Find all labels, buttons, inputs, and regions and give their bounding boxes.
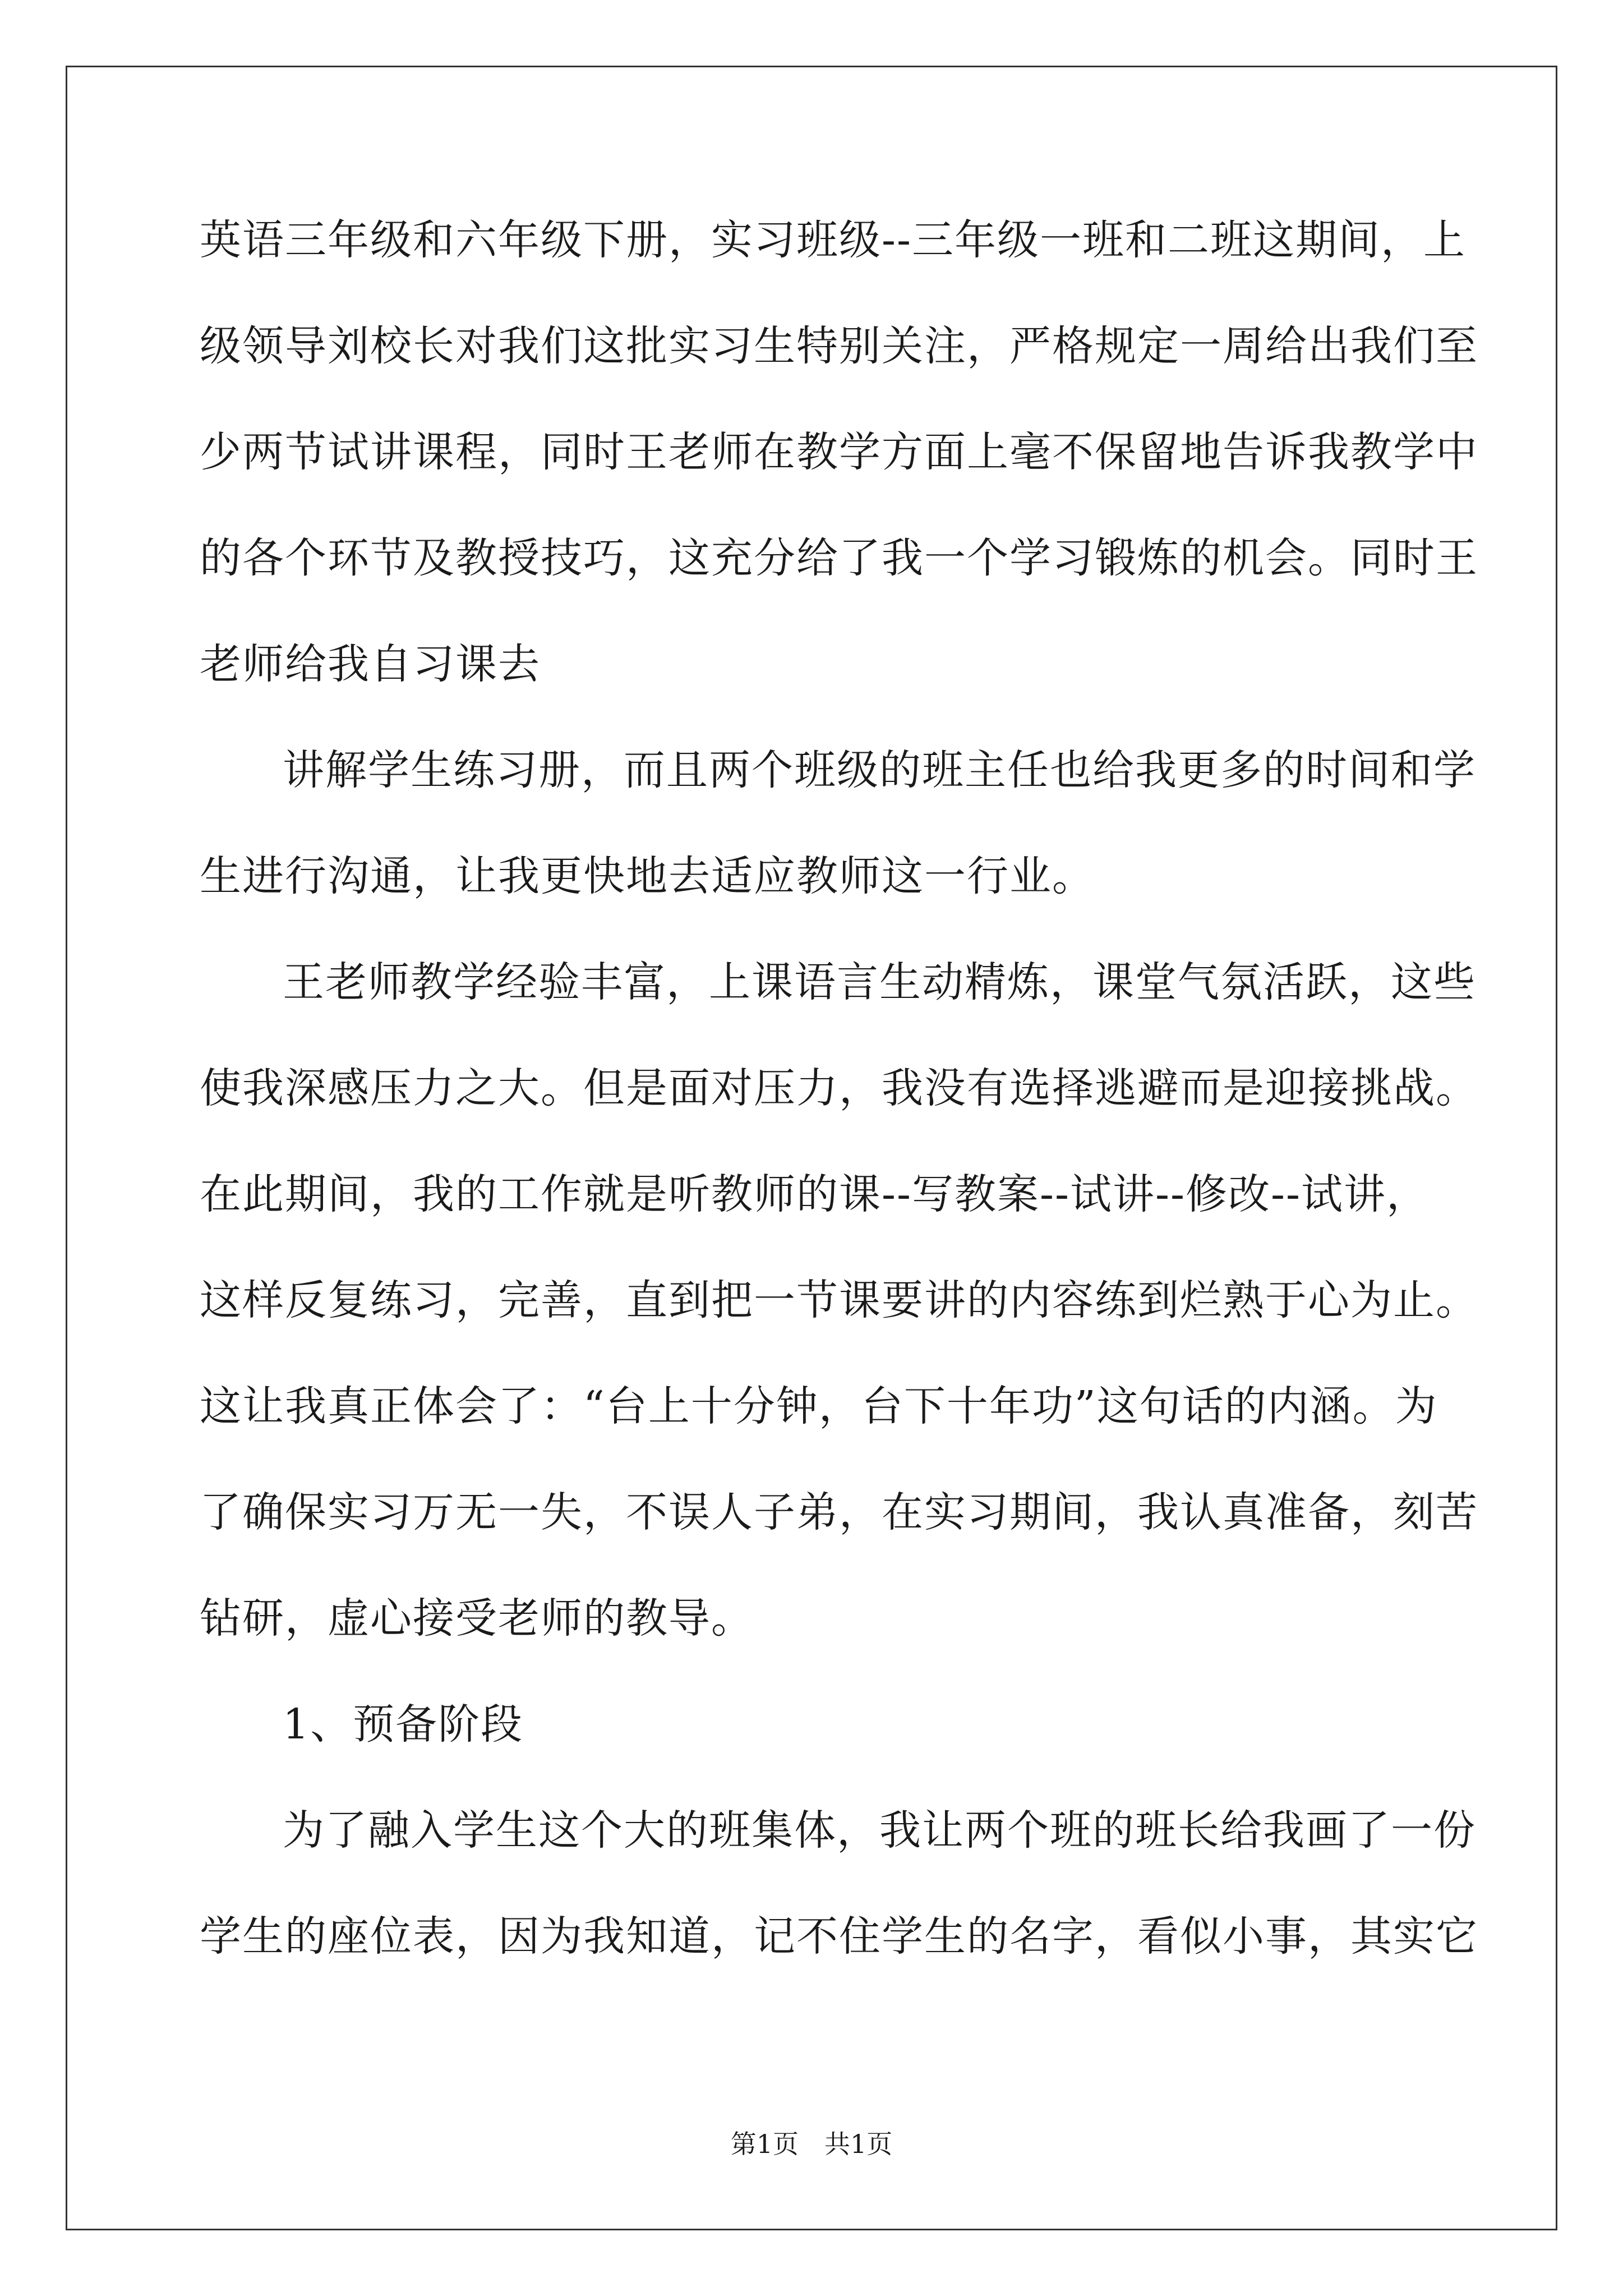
paragraph-first-line: 讲解学生练习册，而且两个班级的班主任也给我更多的时间和学: [283, 746, 1476, 794]
text-line: 钻研，虚心接受老师的教导。: [200, 1594, 754, 1642]
text-line: 学生的座位表，因为我知道，记不住学生的名字，看似小事，其实它: [200, 1912, 1478, 1961]
text-line: 这样反复练习，完善，直到把一节课要讲的内容练到烂熟于心为止。: [200, 1276, 1478, 1324]
text-line: 在此期间，我的工作就是听教师的课--写教案--试讲--修改--试讲，: [200, 1170, 1430, 1218]
text-line: 老师给我自习课去: [200, 640, 541, 688]
text-line: 生进行沟通，让我更快地去适应教师这一行业。: [200, 852, 1095, 900]
text-line: 少两节试讲课程，同时王老师在教学方面上毫不保留地告诉我教学中: [200, 428, 1478, 476]
page-footer: [0, 2127, 1623, 2161]
text-line: 的各个环节及教授技巧，这充分给了我一个学习锻炼的机会。同时王: [200, 534, 1478, 582]
section-heading: 1、预备阶段: [283, 1700, 524, 1749]
page-number-total: 共1页: [824, 2129, 893, 2159]
paragraph-first-line: 王老师教学经验丰富，上课语言生动精炼，课堂气氛活跃，这些: [283, 958, 1476, 1006]
document-body: [200, 213, 1478, 2016]
text-line: 了确保实习万无一失，不误人子弟，在实习期间，我认真准备，刻苦: [200, 1488, 1478, 1536]
text-line: 这让我真正体会了：“台上十分钟，台下十年功”这句话的内涵。为: [200, 1382, 1438, 1430]
paragraph-first-line: 为了融入学生这个大的班集体，我让两个班的班长给我画了一份: [283, 1806, 1476, 1855]
page-number-current: 第1页: [730, 2129, 799, 2159]
text-line: 级领导刘校长对我们这批实习生特别关注，严格规定一周给出我们至: [200, 322, 1478, 370]
text-line: 使我深感压力之大。但是面对压力，我没有选择逃避而是迎接挑战。: [200, 1064, 1478, 1112]
text-line: 英语三年级和六年级下册，实习班级--三年级一班和二班这期间，上: [200, 216, 1467, 264]
